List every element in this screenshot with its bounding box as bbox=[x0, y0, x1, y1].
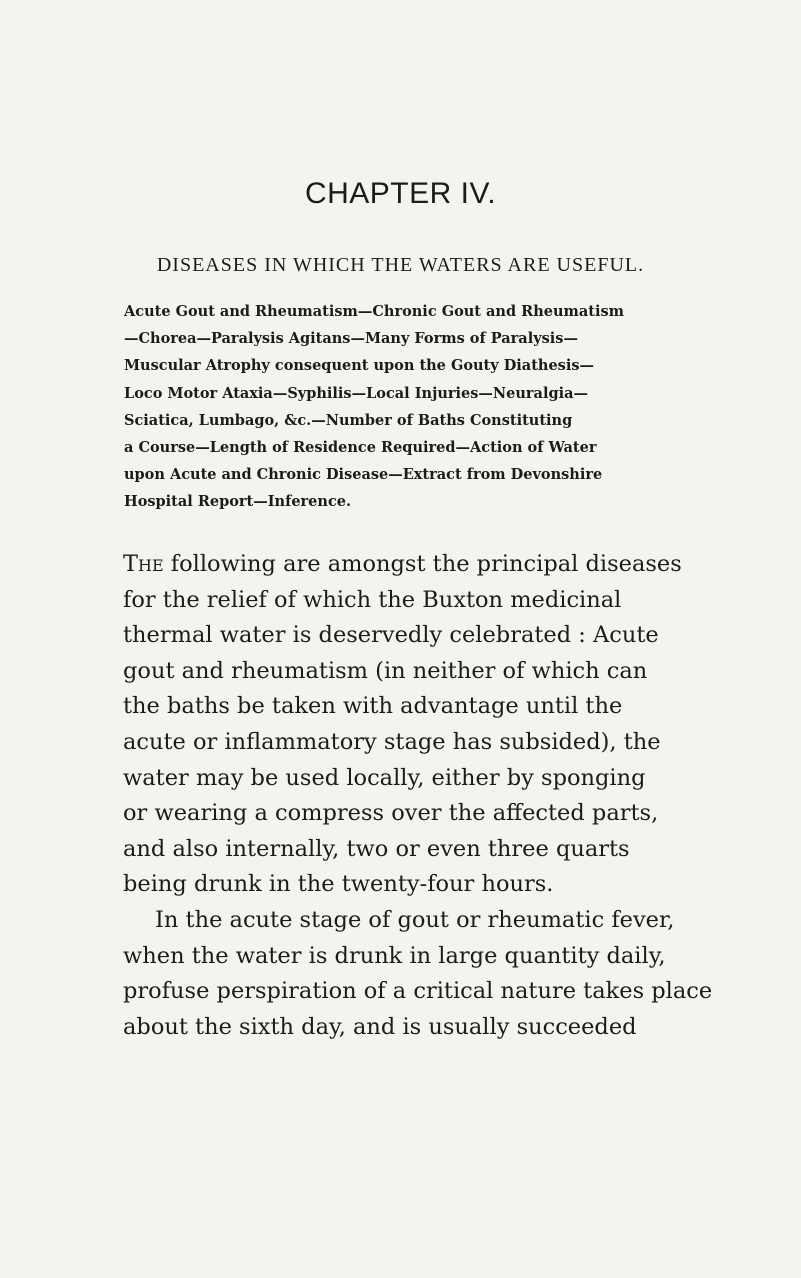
body-line: gout and rheumatism (in neither of which can bbox=[123, 657, 648, 684]
body-line: and also internally, two or even three quarts bbox=[123, 835, 630, 862]
body-line: the baths be taken with advantage until the bbox=[123, 693, 623, 720]
body-line: being drunk in the twenty-four hours. bbox=[123, 871, 554, 898]
body-line-first bbox=[123, 547, 693, 583]
summary-line: upon Acute and Chronic Disease—Extract from Devonshire bbox=[124, 466, 603, 484]
summary-line: Sciatica, Lumbago, &c.—Number of Baths Constituting bbox=[124, 411, 573, 429]
chapter-heading: DISEASES IN WHICH THE WATERS ARE USEFUL. bbox=[156, 254, 645, 276]
opening-word: The bbox=[123, 551, 164, 577]
paragraph2-line: In the acute stage of gout or rheumatic fever, bbox=[155, 906, 675, 933]
body-line: for the relief of which the Buxton medicinal bbox=[123, 586, 622, 613]
paragraph2-line: when the water is drunk in large quantity daily, bbox=[123, 942, 666, 969]
summary-line: —Chorea—Paralysis Agitans—Many Forms of Paralysis— bbox=[124, 330, 578, 348]
first-line-rest: following are amongst the principal diseases bbox=[163, 551, 682, 577]
paragraph2-line: profuse perspiration of a critical nature takes place bbox=[123, 978, 713, 1005]
summary-line: Hospital Report—Inference. bbox=[124, 493, 352, 511]
paragraph2-line: about the sixth day, and is usually succeeded bbox=[123, 1013, 637, 1040]
chapter-summary bbox=[124, 298, 684, 516]
chapter-title: CHAPTER IV. bbox=[304, 177, 497, 210]
summary-line: a Course—Length of Residence Required—Action of Water bbox=[124, 439, 597, 457]
body-line: acute or inflammatory stage has subsided), the bbox=[123, 728, 661, 755]
body-line: water may be used locally, either by sponging bbox=[123, 764, 646, 791]
summary-line: Acute Gout and Rheumatism—Chronic Gout and Rheumatism bbox=[124, 303, 624, 320]
body-line: or wearing a compress over the affected parts, bbox=[123, 800, 659, 827]
summary-line: Muscular Atrophy consequent upon the Gouty Diathesis— bbox=[124, 357, 595, 375]
body-line: thermal water is deservedly celebrated : Acute bbox=[123, 622, 659, 649]
body-text bbox=[123, 547, 713, 1045]
summary-line: Loco Motor Ataxia—Syphilis—Local Injuries—Neuralgia— bbox=[124, 384, 588, 402]
